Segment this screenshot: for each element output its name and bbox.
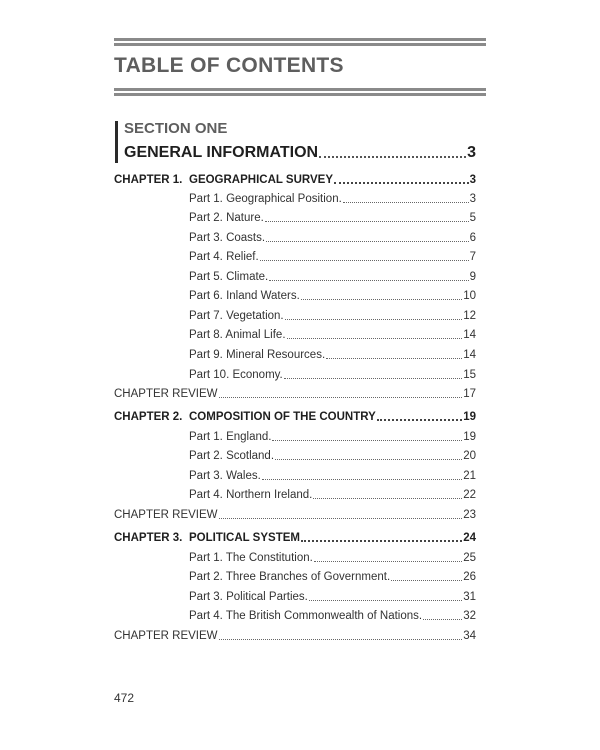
part-row[interactable] — [189, 608, 476, 624]
part-row[interactable] — [189, 468, 476, 484]
part-page: 14 — [463, 349, 476, 361]
part-page: 19 — [463, 431, 476, 443]
part-page: 15 — [463, 369, 476, 381]
dot-leader — [314, 560, 462, 562]
part-label: Part 2. Three Branches of Government. — [189, 571, 391, 583]
part-page: 14 — [463, 329, 476, 341]
part-label: Part 2. Nature. — [189, 212, 264, 224]
chapter-row[interactable] — [114, 172, 476, 188]
section-heading: GENERAL INFORMATION — [124, 144, 319, 161]
part-row[interactable] — [189, 191, 476, 207]
part-label: Part 8. Animal Life. — [189, 329, 286, 341]
chapter-review-page: 23 — [463, 509, 476, 521]
chapter-review-label: CHAPTER REVIEW — [114, 630, 218, 642]
section-heading-row[interactable] — [124, 144, 476, 162]
part-page: 5 — [469, 212, 476, 224]
dot-leader — [262, 478, 462, 480]
dot-leader — [284, 377, 462, 379]
chapter-review-label: CHAPTER REVIEW — [114, 388, 218, 400]
chapter-number: CHAPTER 3. — [114, 532, 183, 544]
dot-leader — [275, 458, 462, 460]
dot-leader — [319, 155, 466, 158]
dot-leader — [423, 618, 462, 620]
part-page: 10 — [463, 290, 476, 302]
page-number: 472 — [114, 691, 135, 705]
chapter-review-label: CHAPTER REVIEW — [114, 509, 218, 521]
chapter-review-page: 34 — [463, 630, 476, 642]
chapter-number: CHAPTER 2. — [114, 411, 183, 423]
dot-leader — [326, 357, 462, 359]
part-page: 9 — [469, 271, 476, 283]
chapter-row[interactable] — [114, 409, 476, 425]
section-heading-page: 3 — [467, 144, 476, 161]
part-row[interactable] — [189, 550, 476, 566]
chapter-page: 24 — [463, 532, 476, 544]
dot-leader — [343, 201, 469, 203]
dot-leader — [287, 337, 463, 339]
part-label: Part 9. Mineral Resources. — [189, 349, 326, 361]
chapter-page: 3 — [469, 174, 476, 186]
dot-leader — [266, 240, 469, 242]
part-row[interactable] — [189, 448, 476, 464]
top-rule-lower — [114, 43, 486, 46]
dot-leader — [301, 298, 462, 300]
part-label: Part 2. Scotland. — [189, 450, 275, 462]
dot-leader — [219, 638, 463, 640]
part-row[interactable] — [189, 269, 476, 285]
dot-leader — [313, 497, 462, 499]
part-label: Part 10. Economy. — [189, 369, 283, 381]
part-row[interactable] — [189, 367, 476, 383]
part-page: 3 — [469, 193, 476, 205]
chapter-page: 19 — [463, 411, 476, 423]
chapter-number: CHAPTER 1. — [114, 174, 183, 186]
section-marker-bar — [115, 121, 118, 163]
part-row[interactable] — [189, 589, 476, 605]
part-page: 21 — [463, 470, 476, 482]
part-row[interactable] — [189, 327, 476, 343]
part-label: Part 3. Coasts. — [189, 232, 266, 244]
part-row[interactable] — [189, 429, 476, 445]
part-label: Part 1. The Constitution. — [189, 552, 313, 564]
part-row[interactable] — [189, 288, 476, 304]
part-row[interactable] — [189, 308, 476, 324]
chapter-review-row[interactable] — [114, 628, 476, 644]
part-row[interactable] — [189, 210, 476, 226]
chapter-review-row[interactable] — [114, 386, 476, 402]
part-label: Part 7. Vegetation. — [189, 310, 284, 322]
dot-leader — [391, 579, 462, 581]
chapter-row[interactable] — [114, 530, 476, 546]
part-label: Part 4. Relief. — [189, 251, 259, 263]
part-label: Part 4. Northern Ireland. — [189, 489, 313, 501]
part-row[interactable] — [189, 249, 476, 265]
chapter-review-row[interactable] — [114, 507, 476, 523]
part-page: 25 — [463, 552, 476, 564]
dot-leader — [272, 439, 462, 441]
section-label: SECTION ONE — [124, 120, 228, 137]
dot-leader — [309, 599, 462, 601]
part-page: 7 — [469, 251, 476, 263]
part-row[interactable] — [189, 569, 476, 585]
chapter-review-page: 17 — [463, 388, 476, 400]
part-page: 6 — [469, 232, 476, 244]
part-row[interactable] — [189, 347, 476, 363]
chapter-title: GEOGRAPHICAL SURVEY — [189, 174, 333, 186]
dot-leader — [260, 259, 469, 261]
part-page: 31 — [463, 591, 476, 603]
part-label: Part 6. Inland Waters. — [189, 290, 300, 302]
dot-leader — [219, 396, 463, 398]
part-page: 20 — [463, 450, 476, 462]
part-label: Part 5. Climate. — [189, 271, 269, 283]
part-page: 32 — [463, 610, 476, 622]
part-label: Part 1. England. — [189, 431, 272, 443]
part-label: Part 3. Political Parties. — [189, 591, 308, 603]
part-row[interactable] — [189, 230, 476, 246]
part-row[interactable] — [189, 487, 476, 503]
part-page: 12 — [463, 310, 476, 322]
part-page: 22 — [463, 489, 476, 501]
dot-leader — [269, 279, 468, 281]
dot-leader — [377, 418, 462, 421]
part-label: Part 1. Geographical Position. — [189, 193, 342, 205]
dot-leader — [301, 539, 462, 542]
part-page: 26 — [463, 571, 476, 583]
title-rule-lower — [114, 93, 486, 96]
dot-leader — [334, 181, 469, 184]
chapter-title: POLITICAL SYSTEM — [189, 532, 300, 544]
top-rule-upper — [114, 38, 486, 41]
part-label: Part 3. Wales. — [189, 470, 261, 482]
page-title: TABLE OF CONTENTS — [114, 54, 344, 77]
title-rule-upper — [114, 88, 486, 91]
dot-leader — [265, 220, 469, 222]
chapter-title: COMPOSITION OF THE COUNTRY — [189, 411, 376, 423]
part-label: Part 4. The British Commonwealth of Nations. — [189, 610, 423, 622]
dot-leader — [219, 517, 463, 519]
dot-leader — [285, 318, 463, 320]
